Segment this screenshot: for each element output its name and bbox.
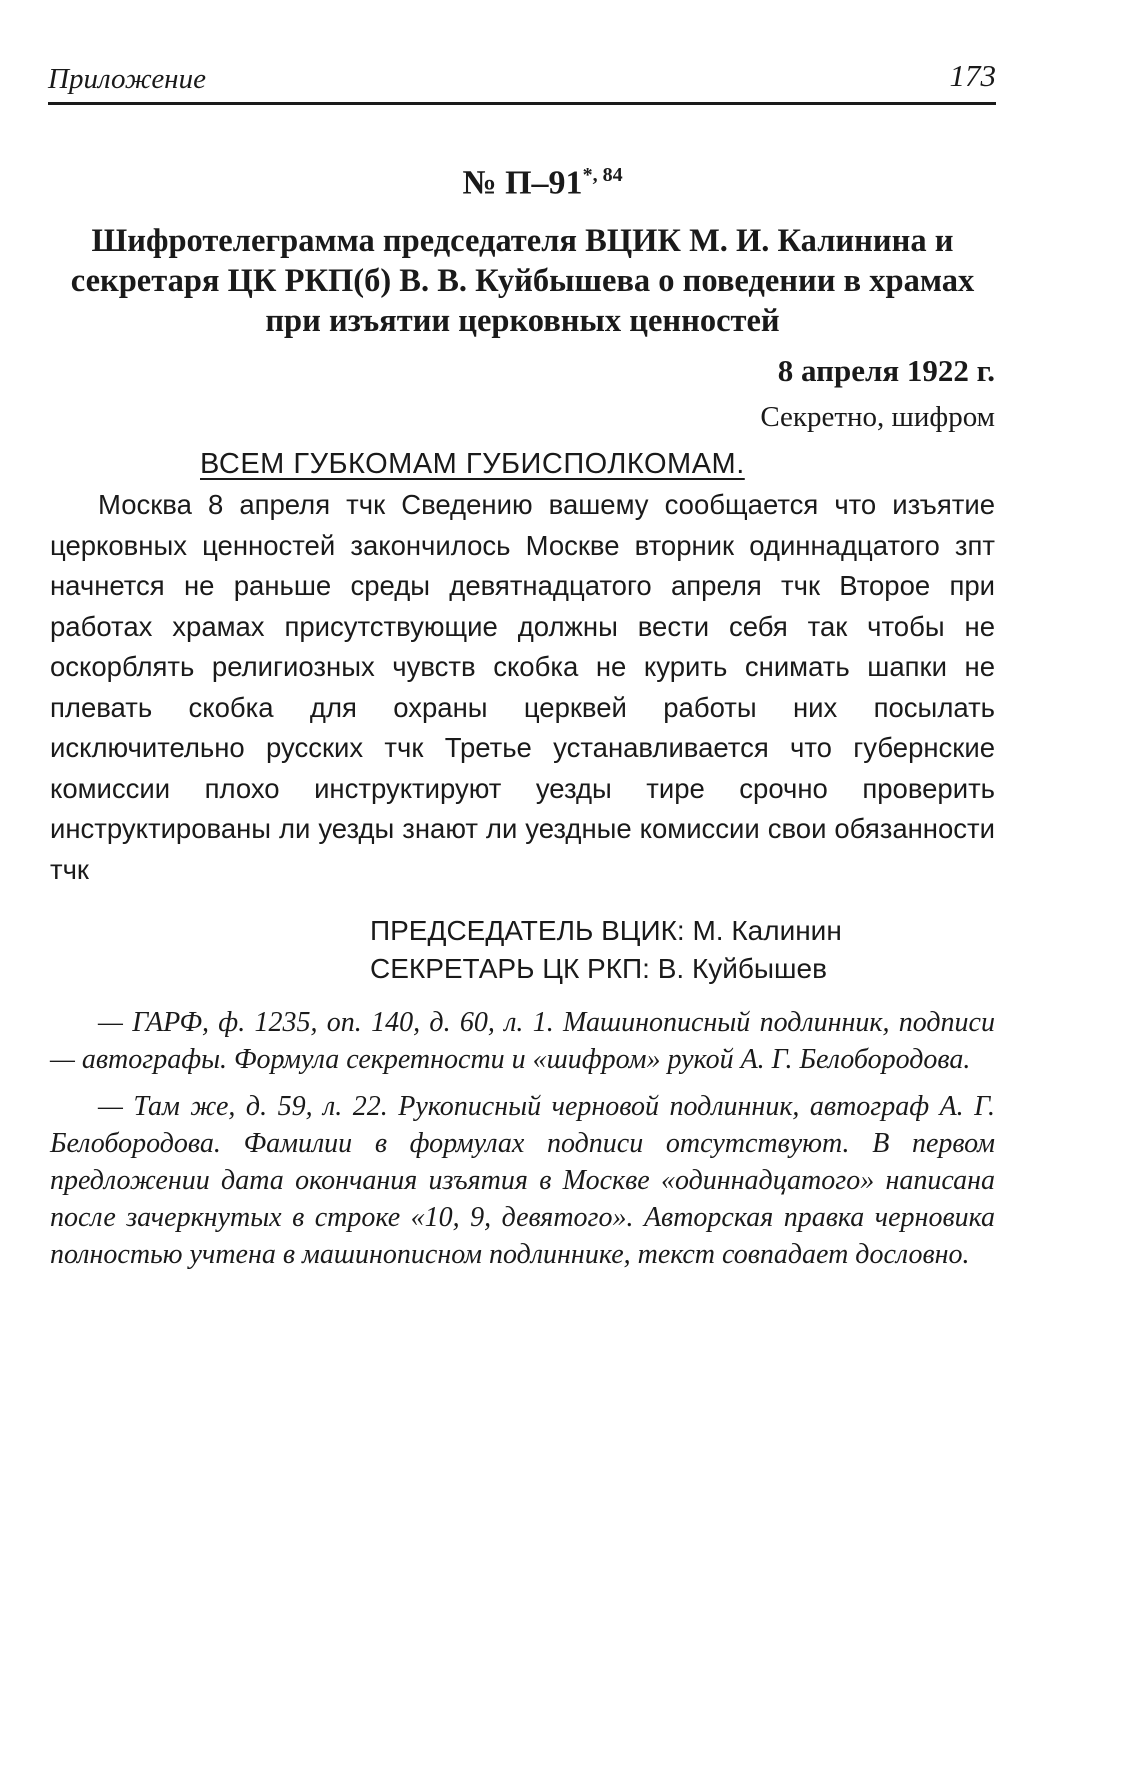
document-title: Шифротелеграмма председателя ВЦИК М. И. Калинина и секретаря ЦК РКП(б) В. В. Куйбышева о поведении в храмах при изъятии церковных ценностей	[70, 223, 975, 340]
footnote-marks: *, 84	[582, 164, 623, 186]
classification-mark: Секретно, шифром	[760, 401, 995, 434]
running-header	[48, 54, 996, 105]
page-number: 173	[949, 58, 996, 93]
signatures	[370, 912, 995, 988]
archival-source-2: — Там же, д. 59, л. 22. Рукописный черновой подлинник, автограф А. Г. Белобородова. Фамилии в формулах подписи отсутствуют. В первом предложении дата окончания изъятия в Москве «одиннадцатого» написана после зачеркнутых в строке «10, 9, девятого». Авторская правка черновика полностью учтена в машинописном подлиннике, текст совпадает дословно.	[50, 1091, 995, 1271]
addressee: ВСЕМ ГУБКОМАМ ГУБИСПОЛКОМАМ.	[200, 448, 745, 481]
document-date: 8 апреля 1922 г.	[777, 353, 995, 389]
document-number-text: № П–91	[462, 164, 583, 202]
signature-secretary: СЕКРЕТАРЬ ЦК РКП: В. Куйбышев	[370, 953, 827, 985]
document-content	[50, 155, 995, 1273]
document-number	[90, 155, 995, 203]
running-header-section: Приложение	[48, 63, 206, 95]
archival-source-1: — ГАРФ, ф. 1235, оп. 140, д. 60, л. 1. Машинописный подлинник, подписи — автографы. Формула секретности и «шифром» рукой А. Г. Белобородова.	[50, 1007, 995, 1076]
telegram-body: Москва 8 апреля тчк Сведению вашему сообщается что изъятие церковных ценностей закончилось Москве вторник одиннадцатого зпт начнется не раньше среды девятнадцатого апреля тчк Второе при работах храмах присутствующие должны вести себя так чтобы не оскорблять религиозных чувств скобка не курить снимать шапки не плевать скобка для охраны церквей работы них посылать исключительно русских тчк Третье устанавливается что губернские комиссии плохо инструктируют уезды тире срочно проверить инструктированы ли уезды знают ли уездные комиссии свои обязанности тчк	[50, 489, 995, 885]
signature-chairman: ПРЕДСЕДАТЕЛЬ ВЦИК: М. Калинин	[370, 915, 842, 947]
